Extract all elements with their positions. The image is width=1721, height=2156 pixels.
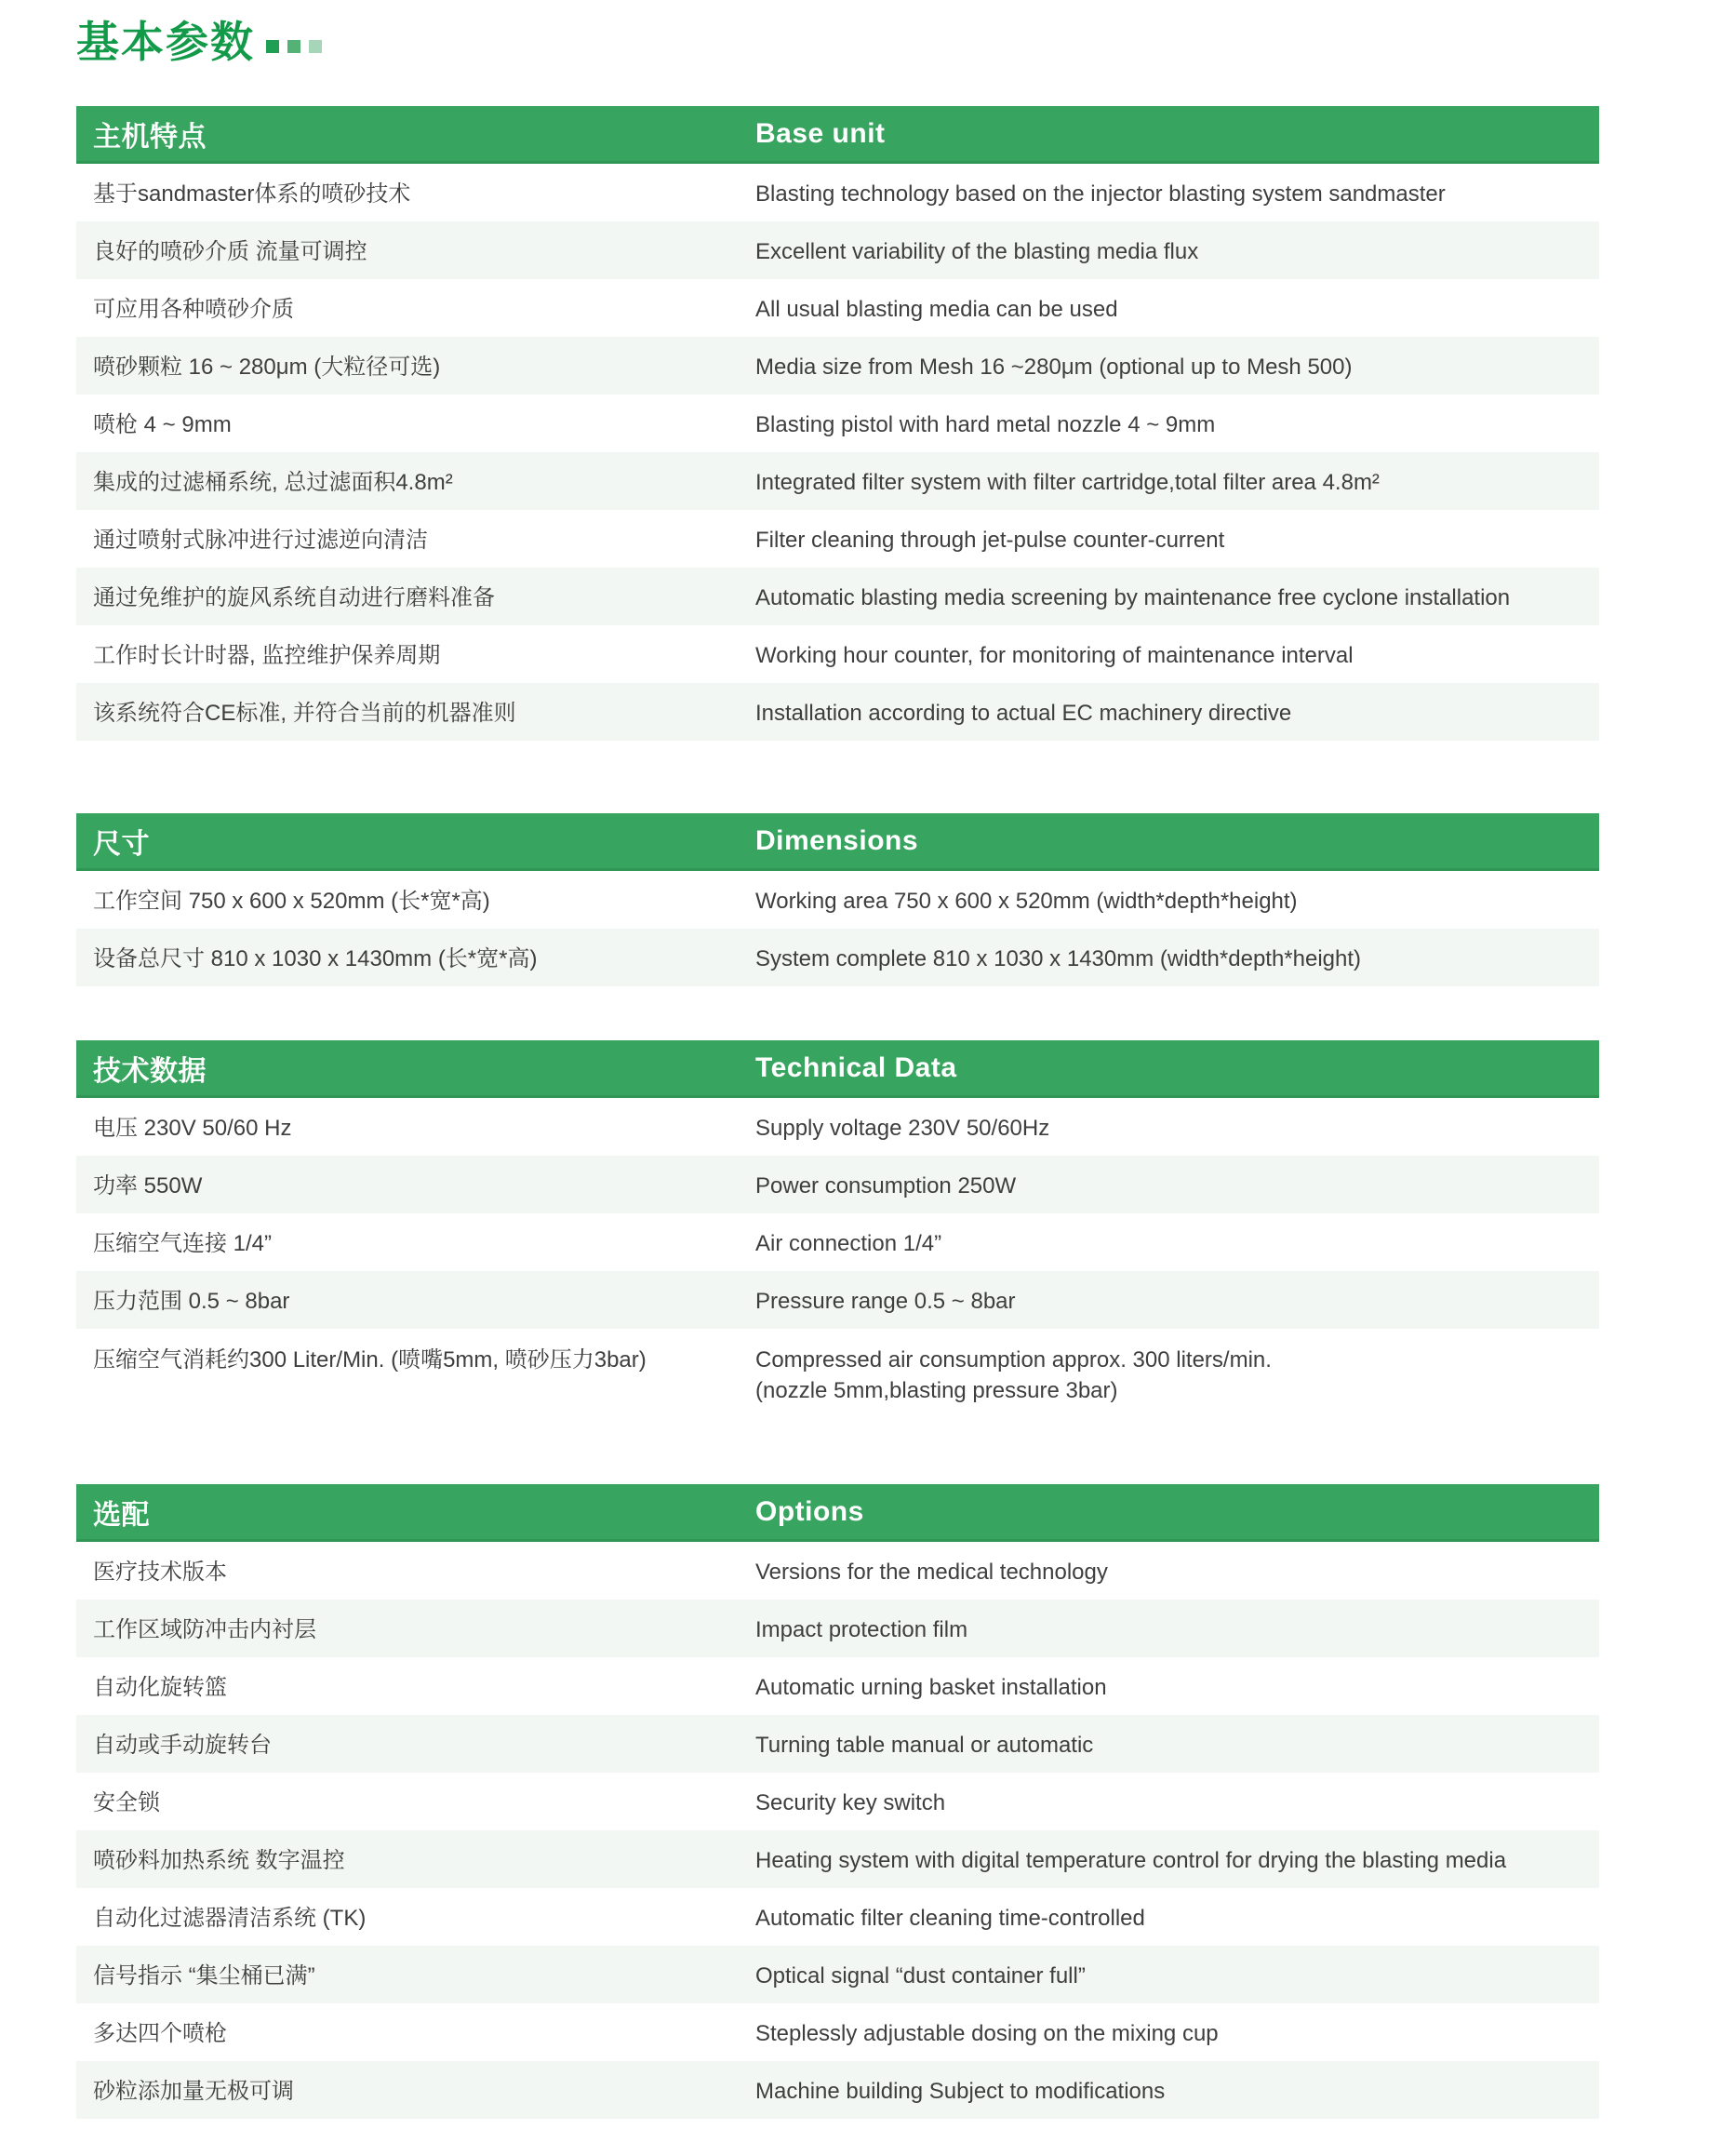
spec-row	[76, 1888, 1599, 1946]
spec-cell-zh: 功率 550W	[93, 1172, 203, 1199]
spec-row	[76, 1213, 1599, 1271]
spec-cell-zh: 自动或手动旋转台	[93, 1732, 272, 1758]
spec-row	[76, 1329, 1599, 1454]
spec-cell-en: Automatic blasting media screening by maintenance free cyclone installation	[755, 584, 1511, 610]
spec-cell-zh: 良好的喷砂介质 流量可调控	[93, 238, 367, 264]
spec-row	[76, 2003, 1599, 2061]
section-header-en: Technical Data	[755, 1051, 957, 1083]
spec-cell-en: Working hour counter, for monitoring of maintenance interval	[755, 642, 1354, 668]
spec-cell-en: Integrated filter system with filter cartridge,total filter area 4.8m²	[755, 469, 1380, 495]
spec-cell-en-line1: Compressed air consumption approx. 300 liters/min.	[755, 1347, 1272, 1373]
spec-row	[76, 625, 1599, 683]
spec-cell-zh: 压力范围 0.5 ~ 8bar	[93, 1288, 290, 1314]
spec-row	[76, 164, 1599, 221]
section-dimensions	[76, 813, 1599, 986]
section-header	[76, 1484, 1599, 1542]
spec-cell-en: System complete 810 x 1030 x 1430mm (width*depth*height)	[755, 945, 1362, 971]
spec-cell-en: Installation according to actual EC machinery directive	[755, 700, 1292, 726]
spec-cell-zh: 基于sandmaster体系的喷砂技术	[93, 181, 411, 207]
spec-cell-en: Optical signal “dust container full”	[755, 1962, 1086, 1989]
spec-row	[76, 1600, 1599, 1657]
spec-cell-en: Working area 750 x 600 x 520mm (width*depth*height)	[755, 888, 1298, 914]
spec-row	[76, 929, 1599, 986]
spec-cell-en: Supply voltage 230V 50/60Hz	[755, 1115, 1050, 1141]
spec-cell-en-line2: (nozzle 5mm,blasting pressure 3bar)	[755, 1378, 1118, 1403]
spec-cell-en: Versions for the medical technology	[755, 1559, 1108, 1585]
spec-row	[76, 395, 1599, 452]
spec-row	[76, 2061, 1599, 2119]
title-decor-square-3	[309, 40, 322, 53]
spec-cell-en: Automatic filter cleaning time-controlled	[755, 1905, 1145, 1931]
spec-row	[76, 1271, 1599, 1329]
section-header-zh: 技术数据	[93, 1055, 207, 1087]
spec-cell-en: All usual blasting media can be used	[755, 296, 1118, 322]
spec-row	[76, 510, 1599, 568]
section-header	[76, 106, 1599, 164]
spec-cell-en: Media size from Mesh 16 ~280μm (optional up to Mesh 500)	[755, 354, 1353, 380]
section-technical-data	[76, 1040, 1599, 1454]
section-options	[76, 1484, 1599, 2119]
spec-cell-en: Filter cleaning through jet-pulse counter-current	[755, 527, 1225, 553]
spec-cell-en: Air connection 1/4”	[755, 1230, 942, 1256]
spec-cell-zh: 自动化过滤器清洁系统 (TK)	[93, 1905, 367, 1931]
spec-cell-en: Heating system with digital temperature control for drying the blasting media	[755, 1847, 1507, 1873]
spec-tables	[76, 106, 1599, 2119]
spec-row	[76, 871, 1599, 929]
spec-cell-en: Power consumption 250W	[755, 1172, 1017, 1199]
title-decor-square-2	[287, 40, 300, 53]
spec-cell-en: Steplessly adjustable dosing on the mixing cup	[755, 2020, 1219, 2046]
spec-cell-zh: 喷砂颗粒 16 ~ 280μm (大粒径可选)	[93, 354, 441, 380]
spec-row	[76, 1773, 1599, 1830]
spec-cell-zh: 自动化旋转篮	[93, 1674, 227, 1700]
spec-cell-zh: 压缩空气连接 1/4”	[93, 1230, 273, 1256]
spec-cell-en: Automatic urning basket installation	[755, 1674, 1107, 1700]
title-decor-square-1	[266, 40, 279, 53]
title-decor-squares	[266, 40, 322, 53]
spec-row	[76, 683, 1599, 741]
section-base-unit	[76, 106, 1599, 741]
section-header	[76, 813, 1599, 871]
page-title-block	[76, 18, 1599, 66]
spec-cell-en: Impact protection film	[755, 1616, 968, 1642]
spec-row	[76, 337, 1599, 395]
spec-row	[76, 1156, 1599, 1213]
spec-cell-zh: 工作区域防冲击内衬层	[93, 1616, 316, 1642]
spec-row	[76, 1715, 1599, 1773]
spec-cell-zh: 设备总尺寸 810 x 1030 x 1430mm (长*宽*高)	[93, 945, 538, 971]
spec-cell-zh: 喷砂料加热系统 数字温控	[93, 1847, 345, 1873]
spec-cell-en: Excellent variability of the blasting media flux	[755, 238, 1199, 264]
section-header-zh: 选配	[93, 1499, 150, 1531]
spec-cell-zh: 喷枪 4 ~ 9mm	[93, 411, 232, 437]
spec-cell-zh: 砂粒添加量无极可调	[93, 2078, 294, 2104]
spec-cell-en: Turning table manual or automatic	[755, 1732, 1094, 1758]
spec-row	[76, 1946, 1599, 2003]
spec-cell-zh: 工作空间 750 x 600 x 520mm (长*宽*高)	[93, 888, 490, 914]
spec-cell-en: Machine building Subject to modifications	[755, 2078, 1166, 2104]
spec-cell-zh: 压缩空气消耗约300 Liter/Min. (喷嘴5mm, 喷砂压力3bar)	[93, 1347, 647, 1373]
spec-cell-zh: 该系统符合CE标准, 并符合当前的机器准则	[93, 700, 516, 726]
spec-row	[76, 568, 1599, 625]
spec-cell-en: Blasting technology based on the injector blasting system sandmaster	[755, 181, 1446, 207]
spec-cell-zh: 通过免维护的旋风系统自动进行磨料准备	[93, 584, 495, 610]
section-header-zh: 主机特点	[93, 121, 207, 153]
spec-cell-en: Security key switch	[755, 1789, 946, 1815]
spec-cell-zh: 信号指示 “集尘桶已满”	[93, 1962, 315, 1989]
section-header-zh: 尺寸	[93, 828, 150, 860]
section-header-en: Base unit	[755, 117, 886, 149]
spec-cell-zh: 电压 230V 50/60 Hz	[93, 1115, 292, 1141]
spec-row	[76, 279, 1599, 337]
spec-row	[76, 221, 1599, 279]
spec-cell-zh: 通过喷射式脉冲进行过滤逆向清洁	[93, 527, 428, 553]
spec-row	[76, 452, 1599, 510]
section-header-en: Dimensions	[755, 824, 919, 856]
spec-row	[76, 1098, 1599, 1156]
section-header	[76, 1040, 1599, 1098]
page-title: 基本参数	[76, 18, 255, 66]
spec-cell-en	[755, 1343, 1599, 1406]
spec-row	[76, 1542, 1599, 1600]
section-header-en: Options	[755, 1495, 864, 1527]
spec-cell-zh: 医疗技术版本	[93, 1559, 227, 1585]
spec-cell-zh: 可应用各种喷砂介质	[93, 296, 294, 322]
spec-row	[76, 1830, 1599, 1888]
spec-cell-zh: 工作时长计时器, 监控维护保养周期	[93, 642, 441, 668]
spec-row	[76, 1657, 1599, 1715]
spec-cell-en: Blasting pistol with hard metal nozzle 4 ~ 9mm	[755, 411, 1216, 437]
spec-cell-zh: 安全锁	[93, 1789, 160, 1815]
spec-cell-zh: 多达四个喷枪	[93, 2020, 227, 2046]
spec-cell-en: Pressure range 0.5 ~ 8bar	[755, 1288, 1016, 1314]
spec-cell-zh: 集成的过滤桶系统, 总过滤面积4.8m²	[93, 469, 453, 495]
